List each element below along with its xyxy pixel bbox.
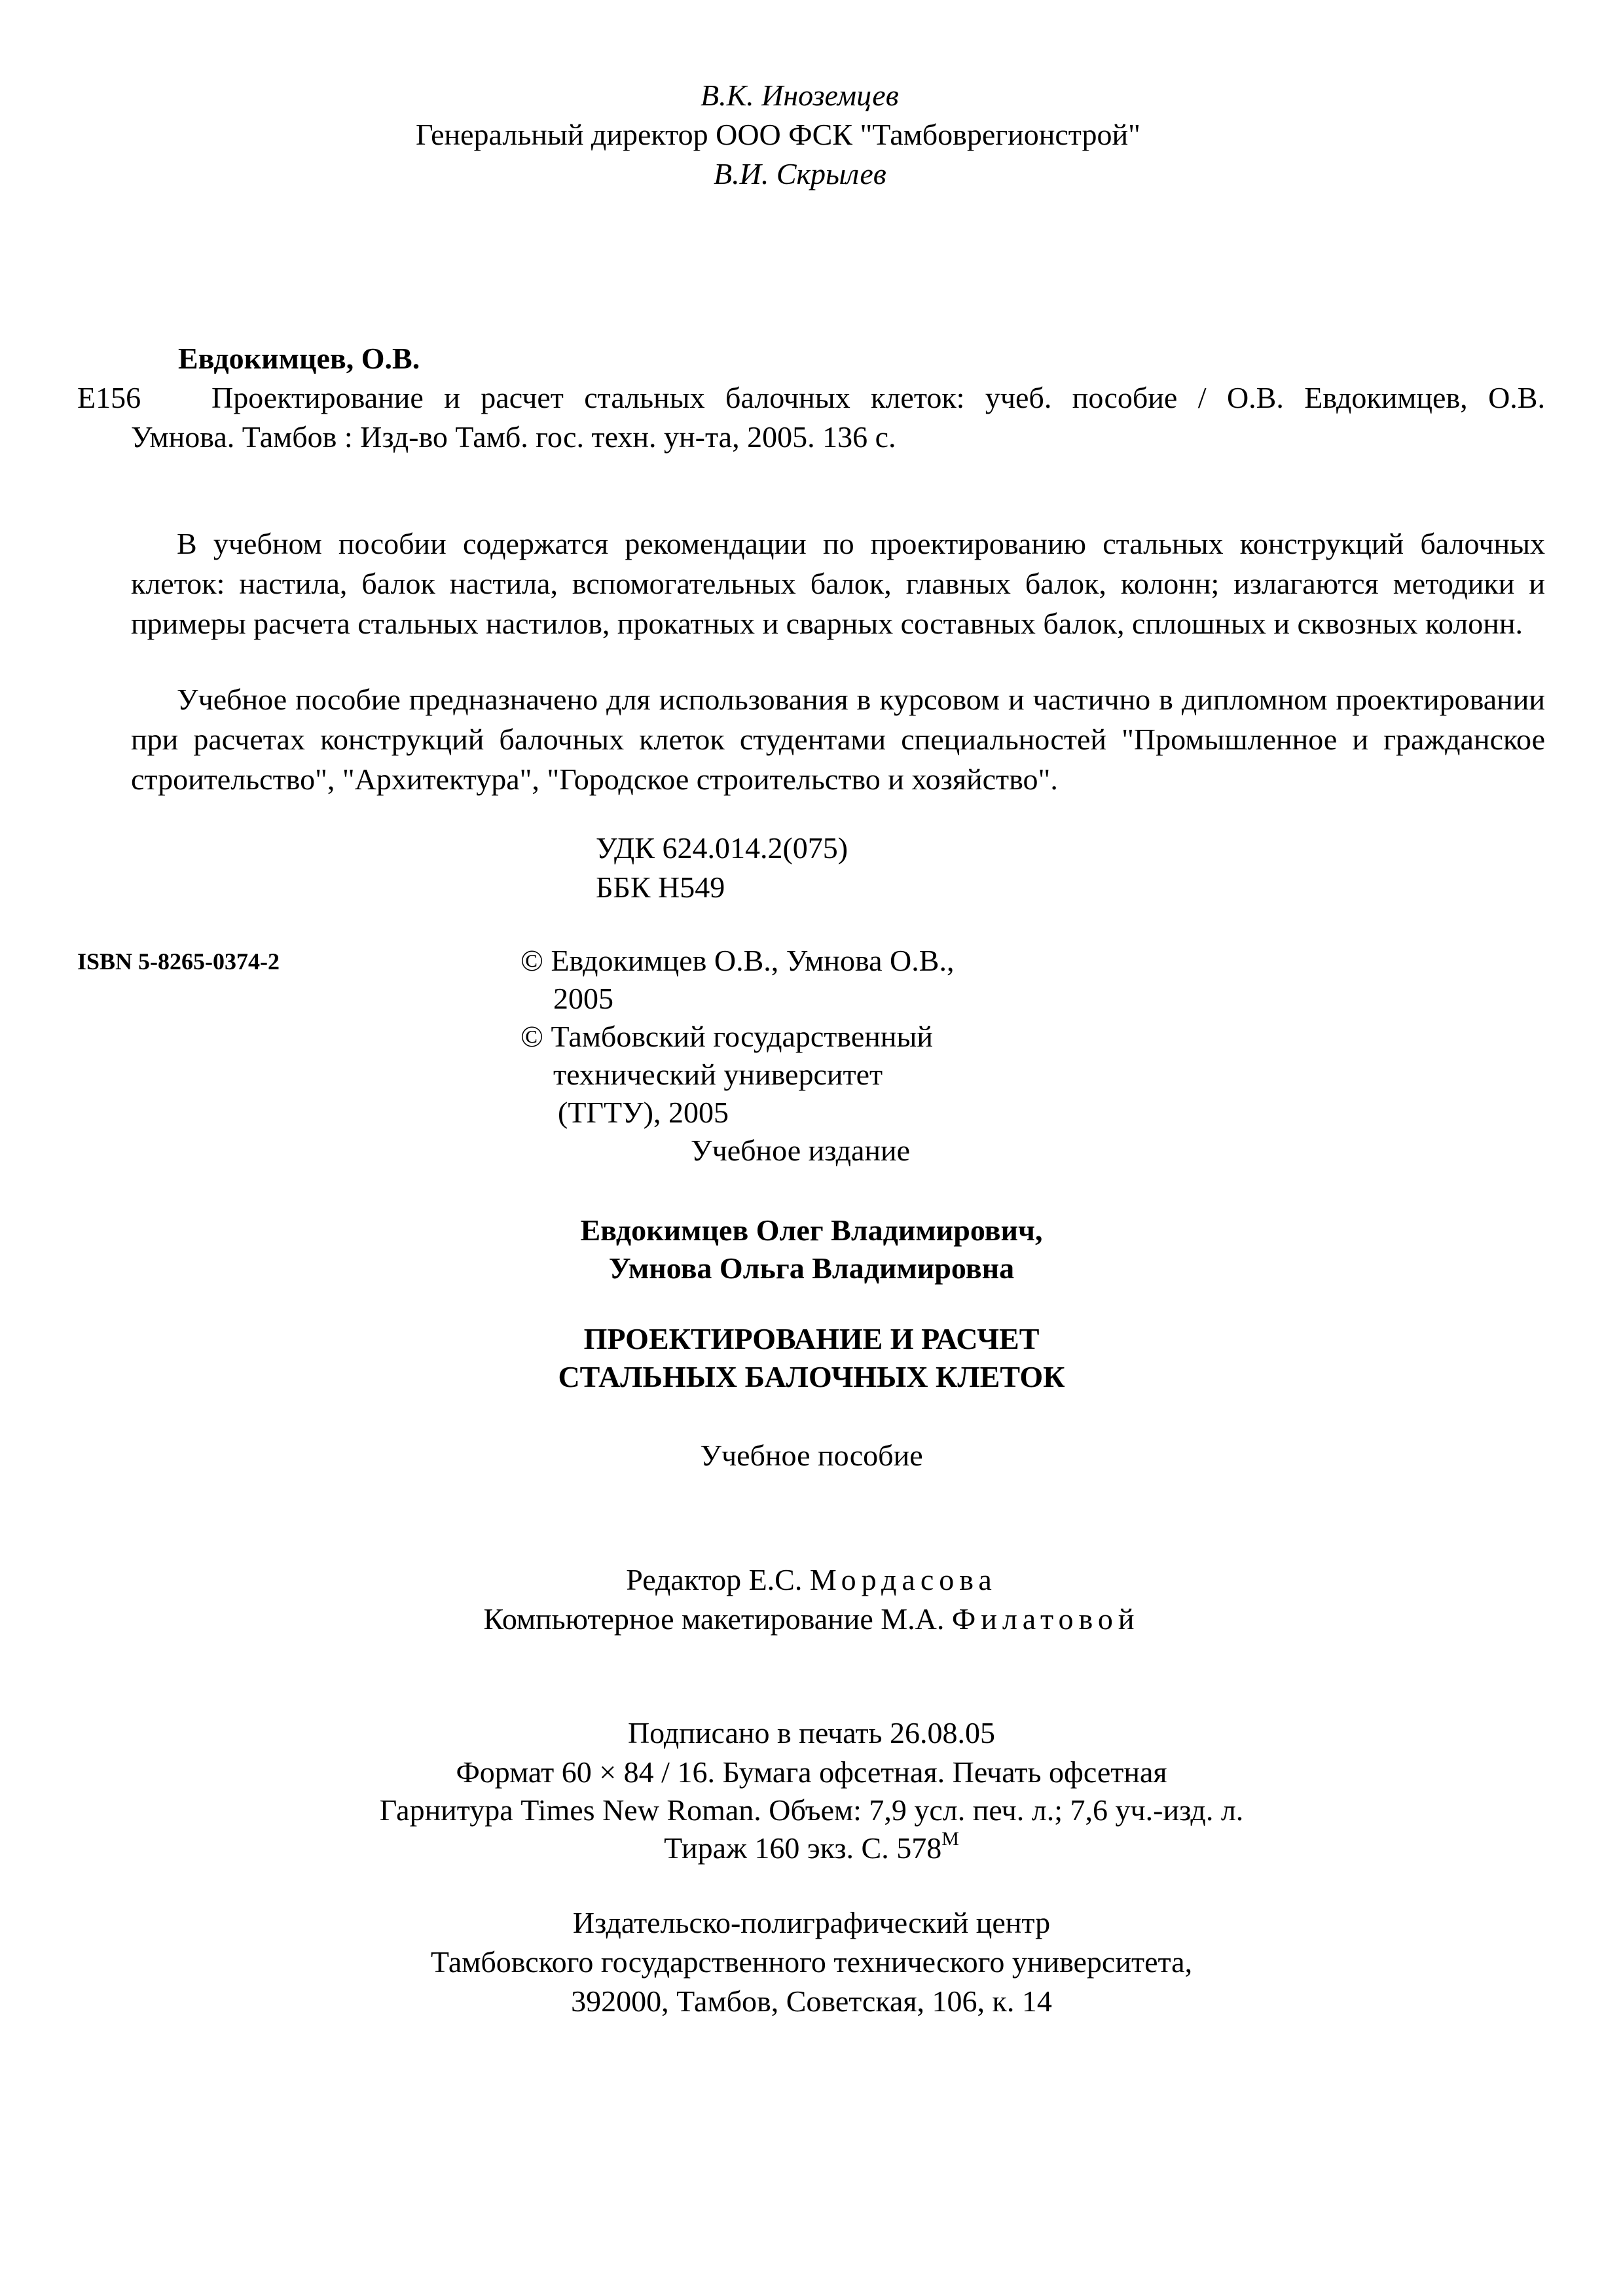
editor-name: Мордасова xyxy=(809,1563,997,1596)
copyright-line-1: © Евдокимцев О.В., Умнова О.В., xyxy=(520,944,955,977)
print-run-text: Тираж 160 экз. С. 578 xyxy=(664,1831,942,1865)
title-line-2: СТАЛЬНЫХ БАЛОЧНЫХ КЛЕТОК xyxy=(558,1360,1065,1393)
copyright-line-2: 2005 xyxy=(553,982,613,1015)
edition-type: Учебное издание xyxy=(691,1134,911,1167)
print-format: Формат 60 × 84 / 16. Бумага офсетная. Печать офсетная xyxy=(456,1755,1167,1789)
print-run xyxy=(0,1830,1623,1866)
publisher-line-1: Издательско-полиграфический центр xyxy=(572,1906,1051,1939)
bbk-code: ББК Н549 xyxy=(596,870,725,904)
reviewer-1: В.К. Иноземцев xyxy=(701,79,899,112)
reviewer-2-title: Генеральный директор ООО ФСК "Тамбоврегионстрой" xyxy=(416,118,1140,151)
title-line-1: ПРОЕКТИРОВАНИЕ И РАСЧЕТ xyxy=(583,1322,1040,1355)
bibliography-line-2: Умнова. Тамбов : Изд-во Тамб. гос. техн. ун-та, 2005. 136 с. xyxy=(131,420,896,454)
copyright-line-4: технический университет xyxy=(553,1058,883,1091)
print-signed: Подписано в печать 26.08.05 xyxy=(627,1716,996,1749)
author-2: Умнова Ольга Владимировна xyxy=(608,1251,1015,1285)
copyright-line-3: © Тамбовский государственный xyxy=(520,1020,934,1053)
layout-credit xyxy=(0,1601,1623,1637)
reviewer-2-name: В.И. Скрылев xyxy=(714,157,886,190)
abstract-paragraph-1: В учебном пособии содержатся рекомендации по проектированию стальных конструкций балочных клеток: настила, балок настила, вспомогательных балок, главных балок, колонн; излагаются методики и примеры расчета стальных настилов, прокатных и сварных составных балок, сплошных и сквозных колонн. xyxy=(131,527,1545,640)
print-typeface: Гарнитура Times New Roman. Объем: 7,9 усл. печ. л.; 7,6 уч.-изд. л. xyxy=(379,1793,1244,1827)
editor-credit xyxy=(0,1562,1623,1598)
subtitle: Учебное пособие xyxy=(700,1439,923,1472)
isbn: ISBN 5-8265-0374-2 xyxy=(77,948,280,975)
abstract-paragraph-2: Учебное пособие предназначено для использования в курсовом и частично в дипломном проектировании при расчетах конструкций балочных клеток студентами специальностей "Промышленное и гражданское строительство", "Архитектура", "Городское строительство и хозяйство". xyxy=(131,683,1545,796)
copyright-line-5: (ТГТУ), 2005 xyxy=(558,1096,729,1129)
author-1: Евдокимцев Олег Владимирович, xyxy=(580,1213,1043,1247)
catalog-code: Е156 xyxy=(77,381,141,414)
layout-label: Компьютерное макетирование М.А. xyxy=(483,1602,945,1636)
udk-code: УДК 624.014.2(075) xyxy=(596,831,848,865)
publisher-line-2: Тамбовского государственного технического университета, xyxy=(430,1945,1193,1979)
layout-name: Филатовой xyxy=(951,1602,1140,1636)
print-run-superscript: М xyxy=(941,1828,959,1850)
publisher-line-3: 392000, Тамбов, Советская, 106, к. 14 xyxy=(571,1984,1052,2018)
author-heading: Евдокимцев, О.В. xyxy=(178,342,420,375)
bibliography-line-1: Проектирование и расчет стальных балочных клеток: учеб. пособие / О.В. Евдокимцев, О.В. xyxy=(211,381,1545,414)
editor-label: Редактор Е.С. xyxy=(626,1563,803,1596)
